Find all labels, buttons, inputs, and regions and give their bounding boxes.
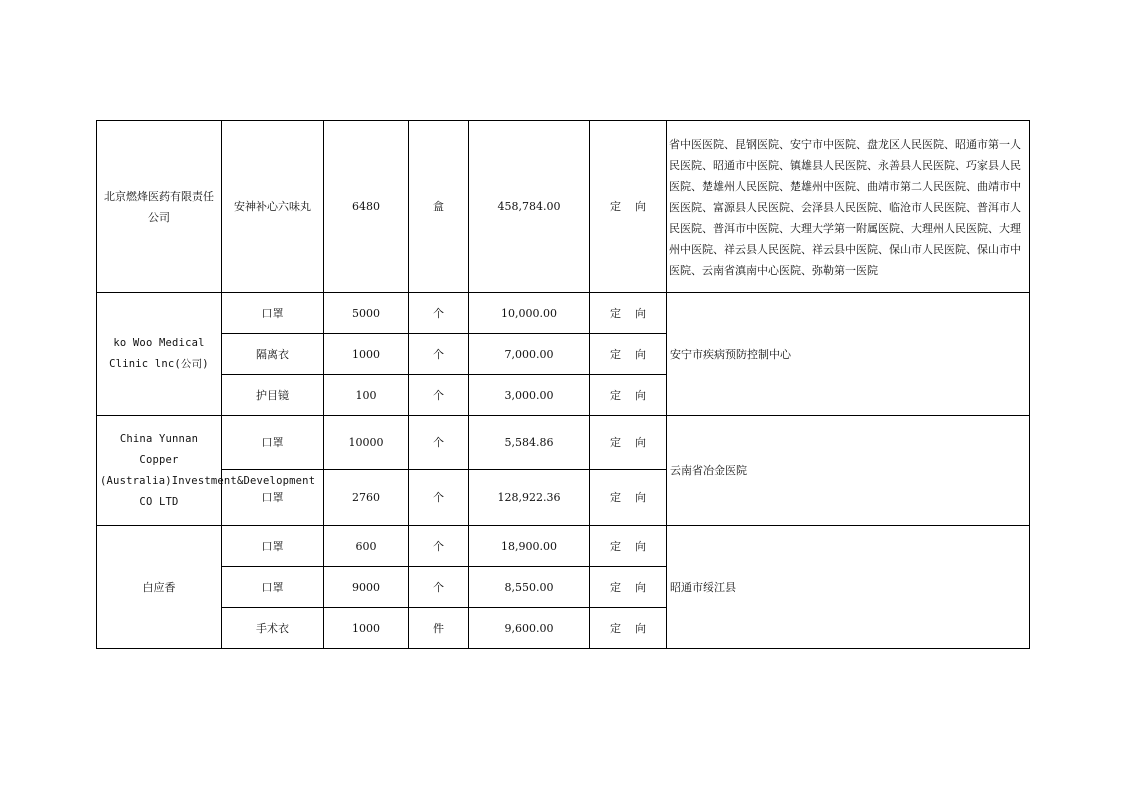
unit-cell: 个	[409, 470, 469, 526]
method-cell: 定向	[590, 526, 667, 567]
method-cell: 定向	[590, 416, 667, 470]
item-cell: 口罩	[222, 567, 324, 608]
unit-cell: 个	[409, 375, 469, 416]
quantity-cell: 5000	[324, 293, 409, 334]
unit-cell: 个	[409, 293, 469, 334]
quantity-cell: 1000	[324, 608, 409, 649]
method-cell: 定向	[590, 567, 667, 608]
unit-cell: 件	[409, 608, 469, 649]
donor-cell: 北京燃烽医药有限责任公司	[97, 121, 222, 293]
table-row	[97, 121, 1030, 293]
donor-cell: 白应香	[97, 526, 222, 649]
quantity-cell: 6480	[324, 121, 409, 293]
item-cell: 口罩	[222, 526, 324, 567]
quantity-cell: 1000	[324, 334, 409, 375]
item-cell: 口罩	[222, 470, 324, 526]
amount-cell: 5,584.86	[469, 416, 590, 470]
method-cell: 定向	[590, 375, 667, 416]
donation-table	[96, 120, 1030, 649]
table-row	[97, 293, 1030, 334]
amount-cell: 8,550.00	[469, 567, 590, 608]
donor-cell: China Yunnan Copper (Australia)Investment&Development CO LTD	[97, 416, 222, 526]
recipient-cell: 安宁市疾病预防控制中心	[667, 293, 1030, 416]
quantity-cell: 600	[324, 526, 409, 567]
method-cell: 定向	[590, 608, 667, 649]
quantity-cell: 2760	[324, 470, 409, 526]
unit-cell: 个	[409, 526, 469, 567]
method-cell: 定向	[590, 470, 667, 526]
method-cell: 定向	[590, 121, 667, 293]
amount-cell: 18,900.00	[469, 526, 590, 567]
donor-cell: ko Woo Medical Clinic lnc(公司)	[97, 293, 222, 416]
amount-cell: 3,000.00	[469, 375, 590, 416]
unit-cell: 个	[409, 416, 469, 470]
unit-cell: 个	[409, 567, 469, 608]
quantity-cell: 9000	[324, 567, 409, 608]
amount-cell: 9,600.00	[469, 608, 590, 649]
amount-cell: 458,784.00	[469, 121, 590, 293]
unit-cell: 个	[409, 334, 469, 375]
method-cell: 定向	[590, 293, 667, 334]
item-cell: 护目镜	[222, 375, 324, 416]
recipient-cell: 云南省冶金医院	[667, 416, 1030, 526]
item-cell: 口罩	[222, 293, 324, 334]
recipient-cell: 昭通市绥江县	[667, 526, 1030, 649]
quantity-cell: 100	[324, 375, 409, 416]
quantity-cell: 10000	[324, 416, 409, 470]
table-row	[97, 526, 1030, 567]
recipient-cell: 省中医医院、昆钢医院、安宁市中医院、盘龙区人民医院、昭通市第一人民医院、昭通市中医院、镇雄县人民医院、永善县人民医院、巧家县人民医院、楚雄州人民医院、楚雄州中医院、曲靖市第二人民医院、曲靖市中医医院、富源县人民医院、会泽县人民医院、临沧市人民医院、普洱市人民医院、普洱市中医院、大理大学第一附属医院、大理州人民医院、大理州中医院、祥云县人民医院、祥云县中医院、保山市人民医院、保山市中医院、云南省滇南中心医院、弥勒第一医院	[667, 121, 1030, 293]
amount-cell: 128,922.36	[469, 470, 590, 526]
amount-cell: 7,000.00	[469, 334, 590, 375]
item-cell: 口罩	[222, 416, 324, 470]
item-cell: 安神补心六味丸	[222, 121, 324, 293]
amount-cell: 10,000.00	[469, 293, 590, 334]
method-cell: 定向	[590, 334, 667, 375]
unit-cell: 盒	[409, 121, 469, 293]
item-cell: 手术衣	[222, 608, 324, 649]
table-row	[97, 416, 1030, 470]
item-cell: 隔离衣	[222, 334, 324, 375]
